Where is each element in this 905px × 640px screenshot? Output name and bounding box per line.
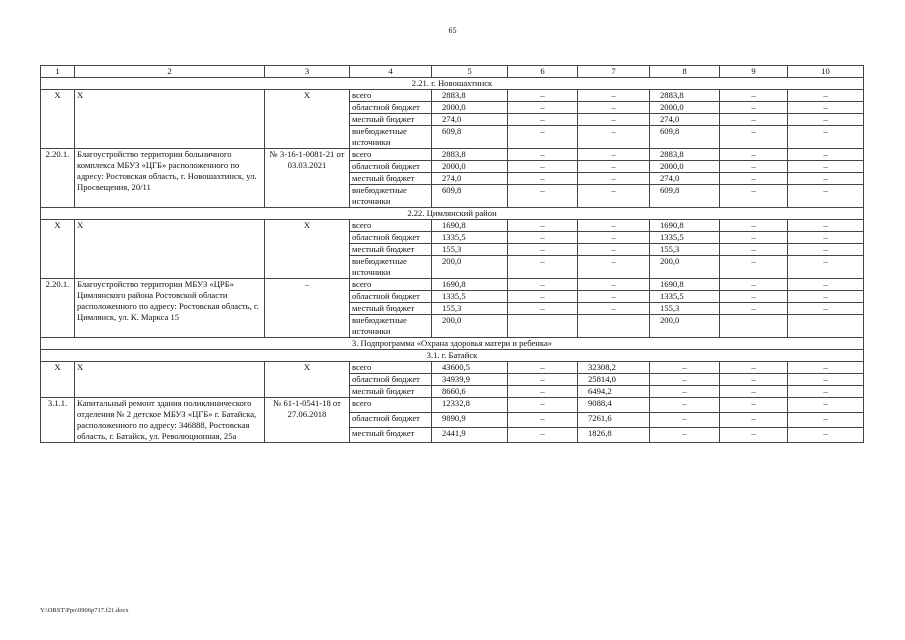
amount-cell: –: [508, 374, 578, 386]
amount-cell: –: [788, 291, 864, 303]
amount-cell: –: [788, 114, 864, 126]
funding-source-cell: местный бюджет: [350, 114, 432, 126]
section-heading: 2.22. Цимлянский район: [41, 208, 864, 220]
amount-cell: 9088,4: [578, 398, 650, 413]
amount-cell: –: [720, 256, 788, 279]
amount-cell: –: [788, 185, 864, 208]
amount-cell: –: [720, 362, 788, 374]
amount-cell: –: [508, 126, 578, 149]
funding-source-cell: областной бюджет: [350, 374, 432, 386]
amount-cell: –: [720, 386, 788, 398]
amount-cell: 1826,8: [578, 428, 650, 443]
amount-cell: –: [508, 244, 578, 256]
amount-cell: –: [788, 232, 864, 244]
amount-cell: –: [720, 374, 788, 386]
amount-cell: –: [720, 428, 788, 443]
document-cell: Х: [265, 362, 350, 398]
amount-cell: 7261,6: [578, 413, 650, 428]
amount-cell: 155,3: [650, 303, 720, 315]
amount-cell: –: [508, 428, 578, 443]
funding-source-cell: всего: [350, 149, 432, 161]
amount-cell: –: [508, 291, 578, 303]
item-name-cell: Благоустройство территории больничного комплекса МБУЗ «ЦГБ» расположенного по адресу: Ростовская область, г. Новошахтинск, ул. Просвещения, 20/11: [75, 149, 265, 208]
amount-cell: 155,3: [432, 303, 508, 315]
column-number-cell: 4: [350, 66, 432, 78]
amount-cell: –: [788, 303, 864, 315]
amount-cell: 155,3: [650, 244, 720, 256]
file-path-footer: Y:\ORST\Ppo\0906p717.f21.docx: [40, 607, 129, 614]
column-number-cell: 2: [75, 66, 265, 78]
amount-cell: –: [788, 90, 864, 102]
amount-cell: 200,0: [650, 256, 720, 279]
amount-cell: –: [788, 173, 864, 185]
funding-source-cell: внебюджетные источники: [350, 185, 432, 208]
amount-cell: 1335,5: [650, 291, 720, 303]
amount-cell: –: [578, 220, 650, 232]
amount-cell: 200,0: [432, 256, 508, 279]
item-number-cell: Х: [41, 220, 75, 279]
amount-cell: –: [788, 244, 864, 256]
funding-source-cell: всего: [350, 398, 432, 413]
amount-cell: 155,3: [432, 244, 508, 256]
amount-cell: 609,8: [432, 126, 508, 149]
amount-cell: –: [720, 173, 788, 185]
table-row: [41, 149, 864, 161]
amount-cell: –: [720, 149, 788, 161]
item-number-cell: 3.1.1.: [41, 398, 75, 443]
amount-cell: –: [508, 362, 578, 374]
amount-cell: –: [788, 398, 864, 413]
funding-source-cell: областной бюджет: [350, 291, 432, 303]
item-number-cell: 2.20.1.: [41, 279, 75, 338]
amount-cell: 12332,8: [432, 398, 508, 413]
amount-cell: –: [788, 374, 864, 386]
amount-cell: –: [788, 279, 864, 291]
amount-cell: 274,0: [650, 114, 720, 126]
amount-cell: –: [788, 161, 864, 173]
table-row: [41, 220, 864, 232]
amount-cell: –: [720, 220, 788, 232]
column-number-cell: 5: [432, 66, 508, 78]
funding-source-cell: местный бюджет: [350, 173, 432, 185]
amount-cell: 2883,8: [650, 149, 720, 161]
amount-cell: –: [650, 428, 720, 443]
funding-source-cell: областной бюджет: [350, 413, 432, 428]
amount-cell: 25814,0: [578, 374, 650, 386]
amount-cell: 2000,0: [432, 161, 508, 173]
amount-cell: –: [508, 173, 578, 185]
amount-cell: 1335,5: [432, 232, 508, 244]
column-number-cell: 9: [720, 66, 788, 78]
amount-cell: –: [508, 90, 578, 102]
amount-cell: –: [578, 256, 650, 279]
amount-cell: –: [720, 291, 788, 303]
column-number-cell: 10: [788, 66, 864, 78]
amount-cell: –: [578, 279, 650, 291]
amount-cell: 2883,8: [650, 90, 720, 102]
amount-cell: –: [788, 386, 864, 398]
amount-cell: [788, 315, 864, 338]
amount-cell: 1690,8: [650, 220, 720, 232]
amount-cell: –: [578, 244, 650, 256]
page-number: 65: [448, 26, 457, 35]
column-number-cell: 3: [265, 66, 350, 78]
column-number-cell: 8: [650, 66, 720, 78]
amount-cell: 2441,9: [432, 428, 508, 443]
amount-cell: 2883,8: [432, 149, 508, 161]
amount-cell: –: [508, 386, 578, 398]
document-cell: Х: [265, 90, 350, 149]
amount-cell: [578, 315, 650, 338]
funding-source-cell: всего: [350, 362, 432, 374]
item-name-cell: Капитальный ремонт здания поликлинического отделения № 2 детское МБУЗ «ЦГБ» г. Батайска, расположенного по адресу: 346888, Ростовская область, г. Батайск, ул. Революционная, 25а: [75, 398, 265, 443]
funding-source-cell: местный бюджет: [350, 303, 432, 315]
amount-cell: –: [578, 90, 650, 102]
item-number-cell: 2.20.1.: [41, 149, 75, 208]
item-name-cell: Х: [75, 362, 265, 398]
amount-cell: –: [508, 256, 578, 279]
amount-cell: –: [578, 185, 650, 208]
amount-cell: –: [578, 102, 650, 114]
table-body: [41, 66, 864, 443]
amount-cell: –: [788, 413, 864, 428]
amount-cell: –: [720, 398, 788, 413]
amount-cell: –: [720, 413, 788, 428]
amount-cell: –: [508, 413, 578, 428]
amount-cell: 609,8: [432, 185, 508, 208]
document-cell: Х: [265, 220, 350, 279]
amount-cell: –: [578, 232, 650, 244]
column-number-row: [41, 66, 864, 78]
amount-cell: –: [788, 428, 864, 443]
amount-cell: –: [578, 161, 650, 173]
amount-cell: 1690,8: [432, 220, 508, 232]
item-name-cell: Х: [75, 90, 265, 149]
amount-cell: –: [508, 149, 578, 161]
amount-cell: –: [578, 291, 650, 303]
amount-cell: 200,0: [432, 315, 508, 338]
section-heading-row: [41, 208, 864, 220]
amount-cell: –: [788, 126, 864, 149]
amount-cell: 6494,2: [578, 386, 650, 398]
amount-cell: –: [650, 386, 720, 398]
amount-cell: 32308,2: [578, 362, 650, 374]
amount-cell: –: [788, 102, 864, 114]
item-number-cell: Х: [41, 362, 75, 398]
amount-cell: 2000,0: [432, 102, 508, 114]
funding-source-cell: внебюджетные источники: [350, 315, 432, 338]
funding-source-cell: местный бюджет: [350, 244, 432, 256]
amount-cell: –: [650, 362, 720, 374]
amount-cell: –: [650, 413, 720, 428]
amount-cell: –: [650, 374, 720, 386]
amount-cell: 274,0: [432, 114, 508, 126]
funding-source-cell: внебюджетные источники: [350, 126, 432, 149]
table-row: [41, 398, 864, 413]
funding-source-cell: областной бюджет: [350, 102, 432, 114]
amount-cell: 1690,8: [650, 279, 720, 291]
amount-cell: –: [508, 279, 578, 291]
amount-cell: 200,0: [650, 315, 720, 338]
item-name-cell: Благоустройство территории МБУЗ «ЦРБ» Цимлянского района Ростовской области расположенного по адресу: Ростовская область, г. Цимлянск, ул. К. Маркса 15: [75, 279, 265, 338]
table-row: [41, 362, 864, 374]
amount-cell: 1690,8: [432, 279, 508, 291]
amount-cell: –: [508, 303, 578, 315]
program-table: [40, 65, 864, 443]
funding-source-cell: внебюджетные источники: [350, 256, 432, 279]
funding-source-cell: всего: [350, 220, 432, 232]
funding-source-cell: местный бюджет: [350, 428, 432, 443]
amount-cell: 274,0: [432, 173, 508, 185]
amount-cell: 1335,5: [432, 291, 508, 303]
document-cell: № 3-16-1-0081-21 от 03.03.2021: [265, 149, 350, 208]
amount-cell: –: [720, 244, 788, 256]
amount-cell: [508, 315, 578, 338]
amount-cell: –: [508, 220, 578, 232]
amount-cell: –: [508, 398, 578, 413]
amount-cell: –: [650, 398, 720, 413]
amount-cell: –: [508, 232, 578, 244]
section-heading-row: [41, 338, 864, 350]
section-heading: 3.1. г. Батайск: [41, 350, 864, 362]
amount-cell: –: [788, 220, 864, 232]
section-heading-row: [41, 350, 864, 362]
section-heading: 2.21. г. Новошахтинск: [41, 78, 864, 90]
amount-cell: 609,8: [650, 126, 720, 149]
amount-cell: –: [720, 114, 788, 126]
amount-cell: –: [720, 185, 788, 208]
item-number-cell: Х: [41, 90, 75, 149]
amount-cell: –: [508, 102, 578, 114]
funding-source-cell: местный бюджет: [350, 386, 432, 398]
amount-cell: –: [578, 114, 650, 126]
amount-cell: –: [788, 256, 864, 279]
amount-cell: –: [578, 173, 650, 185]
amount-cell: 9890,9: [432, 413, 508, 428]
amount-cell: –: [508, 161, 578, 173]
table-row: [41, 90, 864, 102]
amount-cell: 43600,5: [432, 362, 508, 374]
section-heading: 3. Подпрограмма «Охрана здоровья матери и ребенка»: [41, 338, 864, 350]
document-cell: –: [265, 279, 350, 338]
funding-source-cell: всего: [350, 279, 432, 291]
column-number-cell: 7: [578, 66, 650, 78]
funding-source-cell: областной бюджет: [350, 232, 432, 244]
section-heading-row: [41, 78, 864, 90]
amount-cell: 2883,8: [432, 90, 508, 102]
amount-cell: –: [788, 362, 864, 374]
amount-cell: –: [578, 149, 650, 161]
amount-cell: –: [720, 161, 788, 173]
amount-cell: 274,0: [650, 173, 720, 185]
funding-source-cell: всего: [350, 90, 432, 102]
amount-cell: –: [720, 126, 788, 149]
amount-cell: 34939,9: [432, 374, 508, 386]
amount-cell: 2000,0: [650, 161, 720, 173]
amount-cell: –: [720, 232, 788, 244]
column-number-cell: 6: [508, 66, 578, 78]
amount-cell: –: [720, 303, 788, 315]
amount-cell: 1335,5: [650, 232, 720, 244]
amount-cell: –: [508, 185, 578, 208]
amount-cell: 2000,0: [650, 102, 720, 114]
document-cell: № 61-1-0541-18 от 27.06.2018: [265, 398, 350, 443]
funding-source-cell: областной бюджет: [350, 161, 432, 173]
amount-cell: –: [720, 102, 788, 114]
amount-cell: –: [720, 90, 788, 102]
table-row: [41, 279, 864, 291]
amount-cell: 609,8: [650, 185, 720, 208]
amount-cell: –: [788, 149, 864, 161]
amount-cell: –: [578, 126, 650, 149]
amount-cell: –: [720, 279, 788, 291]
item-name-cell: Х: [75, 220, 265, 279]
column-number-cell: 1: [41, 66, 75, 78]
amount-cell: –: [508, 114, 578, 126]
amount-cell: 8660,6: [432, 386, 508, 398]
amount-cell: [720, 315, 788, 338]
amount-cell: –: [578, 303, 650, 315]
